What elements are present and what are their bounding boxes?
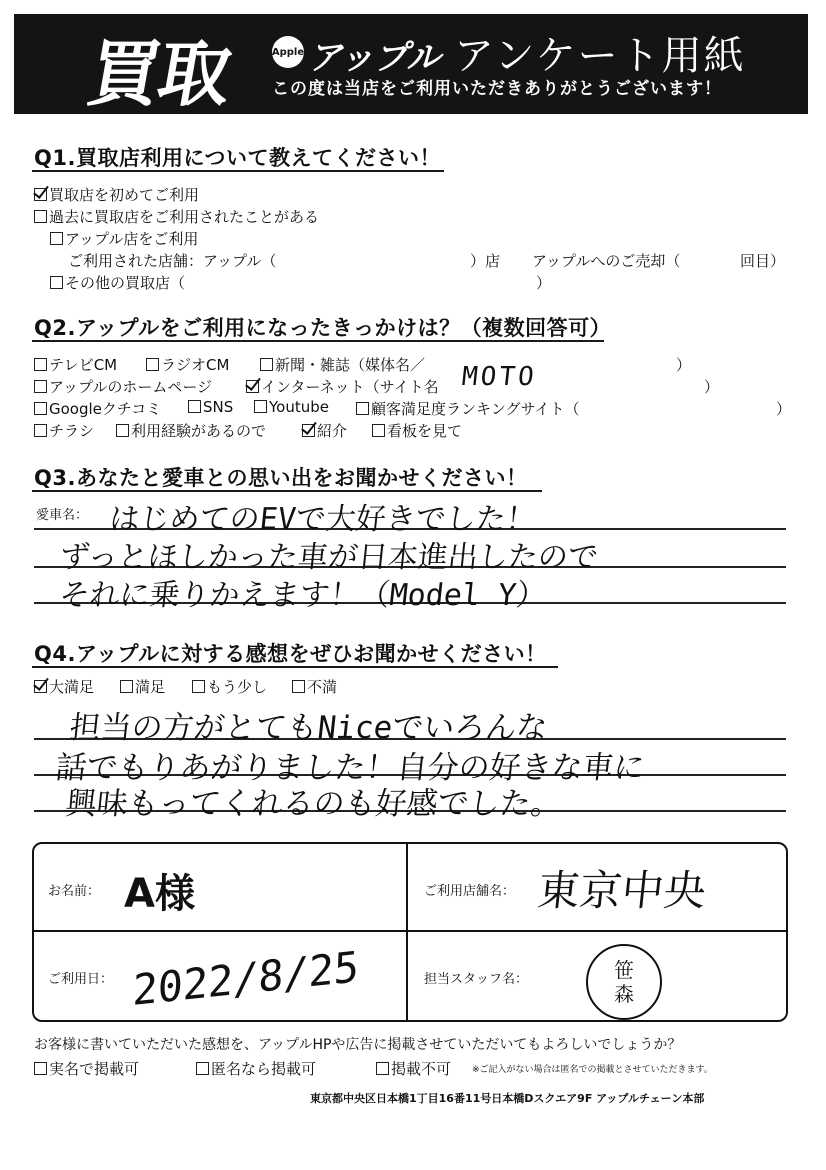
q4-handwritten-line: 興味もってくれるのも好感でした。 xyxy=(63,786,564,822)
checkbox-checked[interactable] xyxy=(246,380,259,393)
name-value[interactable]: A様 xyxy=(124,871,195,917)
apple-logo-icon: Apple xyxy=(272,36,304,68)
q2-option-newspaper[interactable]: 新聞・雑誌（媒体名／ xyxy=(260,354,425,375)
q2-option-experience[interactable]: 利用経験があるので xyxy=(116,420,266,441)
consent-option-anonymous[interactable]: 匿名なら掲載可 xyxy=(196,1058,316,1079)
checkbox[interactable] xyxy=(116,424,129,437)
checkbox[interactable] xyxy=(34,380,47,393)
footer-address: 東京都中央区日本橋1丁目16番11号日本橋Dスクエア9F アップルチェーン本部 xyxy=(310,1092,705,1105)
logo-name: アップル xyxy=(308,38,441,78)
q3-underline xyxy=(32,490,542,492)
checkbox-checked[interactable] xyxy=(302,424,315,437)
store-label: ご利用店舗名： xyxy=(424,884,516,899)
q1-sales-count-prefix: アップルへのご売却（ xyxy=(532,252,681,270)
q1-other-store-close: ） xyxy=(536,274,552,292)
q2-internet-site-handwritten: MOTO xyxy=(460,362,539,392)
checkbox[interactable] xyxy=(146,358,159,371)
q1-store-used-suffix: ）店 xyxy=(470,252,501,270)
q1-option-first-time[interactable]: 買取店を初めてご利用 xyxy=(34,184,199,205)
q4-title: Q4.アップルに対する感想をぜひお聞かせください！ xyxy=(34,642,547,666)
checkbox[interactable] xyxy=(254,400,267,413)
box-divider-vertical xyxy=(406,842,408,1022)
q2-option-ranking[interactable]: 顧客満足度ランキングサイト（ xyxy=(356,398,580,419)
q1-option-used-before[interactable]: 過去に買取店をご利用されたことがある xyxy=(34,206,319,227)
q1-underline xyxy=(32,170,444,172)
q2-option-sns[interactable]: SNS xyxy=(188,398,233,416)
consent-option-not-allowed[interactable]: 掲載不可 xyxy=(376,1058,451,1079)
box-divider-horizontal xyxy=(32,930,786,932)
consent-question: お客様に書いていただいた感想を、アップルHPや広告に掲載させていただいてもよろしいでしょうか？ xyxy=(34,1037,682,1053)
q2-option-youtube[interactable]: Youtube xyxy=(254,398,329,416)
checkbox[interactable] xyxy=(188,400,201,413)
checkbox-checked[interactable] xyxy=(34,680,47,693)
checkbox[interactable] xyxy=(120,680,133,693)
date-label: ご利用日： xyxy=(48,972,114,987)
q2-option-flyer[interactable]: チラシ xyxy=(34,420,94,441)
q3-title: Q3.あなたと愛車との思い出をお聞かせください！ xyxy=(34,466,528,490)
q2-option-google[interactable]: Googleクチコミ xyxy=(34,398,161,419)
q2-ranking-close: ） xyxy=(776,400,792,418)
q2-option-referral[interactable]: 紹介 xyxy=(302,420,347,441)
q1-option-apple-store[interactable]: アップル店をご利用 xyxy=(50,228,198,249)
q2-newspaper-close: ） xyxy=(676,356,692,374)
q2-title: Q2.アップルをご利用になったきっかけは？（複数回答可） xyxy=(34,316,612,340)
consent-note: ※ご記入がない場合は匿名での掲載とさせていただきます。 xyxy=(472,1065,713,1075)
q3-handwritten-line: それに乗りかえます！（Model Y） xyxy=(57,578,548,613)
q1-sales-count-suffix: 回目） xyxy=(740,252,786,270)
checkbox[interactable] xyxy=(50,232,63,245)
kaitori-title: 買取 xyxy=(81,31,237,116)
checkbox[interactable] xyxy=(260,358,273,371)
checkbox[interactable] xyxy=(34,210,47,223)
thank-you-message: この度は当店をご利用いただきありがとうございます！ xyxy=(272,79,722,99)
q2-option-homepage[interactable]: アップルのホームページ xyxy=(34,376,212,397)
header-banner xyxy=(14,14,808,114)
name-label: お名前： xyxy=(48,884,101,899)
staff-seal-stamp: 笹 森 xyxy=(586,944,662,1020)
q2-option-radiocm[interactable]: ラジオCM xyxy=(146,354,229,375)
q2-option-tvcm[interactable]: テレビCM xyxy=(34,354,117,375)
checkbox[interactable] xyxy=(34,424,47,437)
checkbox[interactable] xyxy=(376,1062,389,1075)
checkbox[interactable] xyxy=(50,276,63,289)
checkbox[interactable] xyxy=(292,680,305,693)
checkbox[interactable] xyxy=(192,680,205,693)
checkbox[interactable] xyxy=(372,424,385,437)
q4-option-dissatisfied[interactable]: 不満 xyxy=(292,676,337,697)
q1-title: Q1.買取店利用について教えてください！ xyxy=(34,146,442,170)
q4-underline xyxy=(32,666,558,668)
q3-handwritten-line: ずっとほしかった車が日本進出したので xyxy=(57,540,600,575)
q4-option-slightly[interactable]: もう少し xyxy=(192,676,267,697)
q4-handwritten-line: 話でもりあがりました！自分の好きな車に xyxy=(53,750,647,786)
date-value-handwritten[interactable]: 2022/8/25 xyxy=(131,941,360,1016)
q3-handwritten-line: はじめてのEVで大好きでした！ xyxy=(107,502,538,537)
checkbox[interactable] xyxy=(196,1062,209,1075)
checkbox[interactable] xyxy=(34,358,47,371)
q1-store-used-prefix: ご利用された店舗：アップル（ xyxy=(68,252,277,270)
q4-handwritten-line: 担当の方がとてもNiceでいろんな xyxy=(67,710,550,746)
q4-option-very-satisfied[interactable]: 大満足 xyxy=(34,676,94,697)
checkbox[interactable] xyxy=(34,402,47,415)
q2-internet-close: ） xyxy=(704,378,720,396)
staff-label: 担当スタッフ名： xyxy=(424,972,529,987)
q1-option-other-store[interactable]: その他の買取店（ xyxy=(50,272,185,293)
store-value-handwritten[interactable]: 東京中央 xyxy=(535,866,709,915)
checkbox[interactable] xyxy=(356,402,369,415)
q2-underline xyxy=(32,340,604,342)
q3-car-label: 愛車名： xyxy=(36,508,89,523)
checkbox[interactable] xyxy=(34,1062,47,1075)
q2-option-signboard[interactable]: 看板を見て xyxy=(372,420,462,441)
consent-option-real-name[interactable]: 実名で掲載可 xyxy=(34,1058,139,1079)
survey-title: アンケート用紙 xyxy=(454,33,746,79)
q4-option-satisfied[interactable]: 満足 xyxy=(120,676,165,697)
q2-option-internet[interactable]: インターネット（サイト名 xyxy=(246,376,439,397)
checkbox-checked[interactable] xyxy=(34,188,47,201)
